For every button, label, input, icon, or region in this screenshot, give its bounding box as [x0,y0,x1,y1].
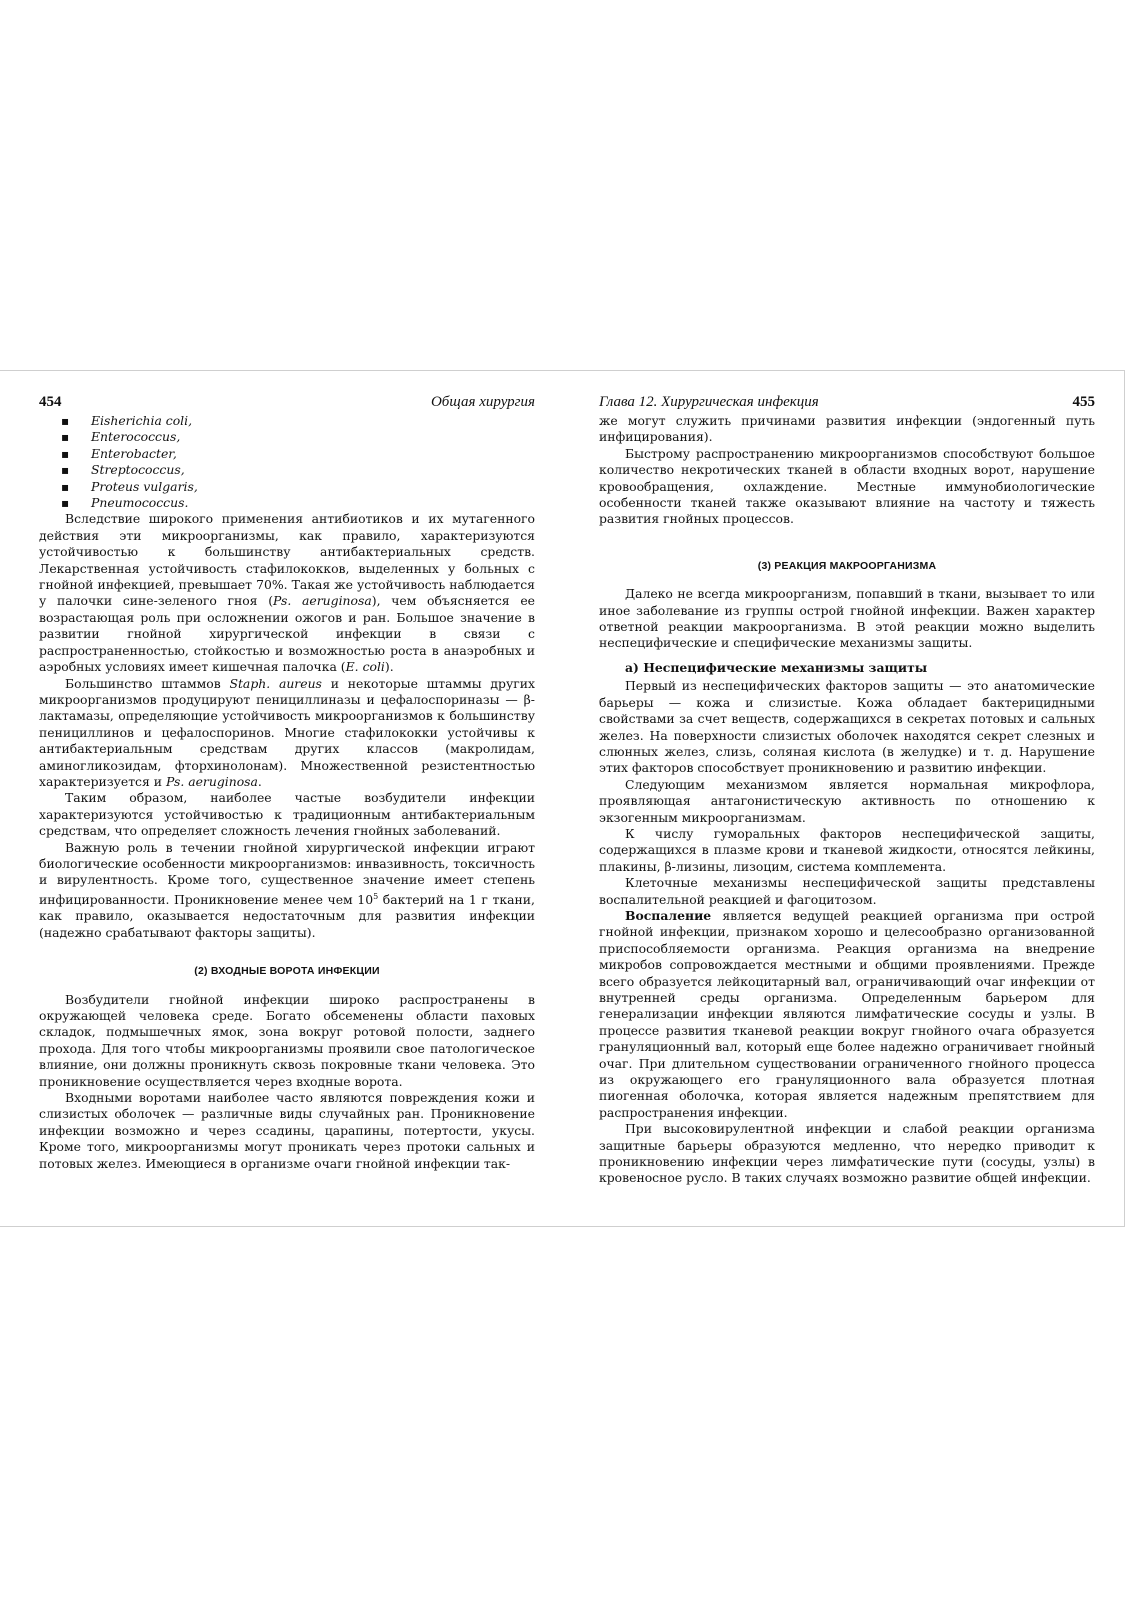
paragraph: Следующим механизмом является нормальная микрофлора, проявляющая антагонистическую активность по отношению к экзогенным микроорганизмам. [599,776,1095,825]
paragraph: Далеко не всегда микроорганизм, попавший в ткани, вызывает то или иное заболевание из группы острой гнойной инфекции. Важен характер ответной реакции макроорганизма. В этой реакции можно выделить неспецифические и специфические механизмы защиты. [599,586,1095,651]
left-page-body [39,413,535,1172]
paragraph: же могут служить причинами развития инфекции (эндогенный путь инфицирования). [599,413,1095,445]
list-item: ▪ Pneumococcus. [61,495,535,511]
page-number: 454 [39,394,62,410]
subheading: а) Неспецифические механизмы защиты [625,659,928,675]
list-item: ▪ Streptococcus, [61,462,535,478]
paragraph: Вследствие широкого применения антибиотиков и их мутагенного действия эти микроорганизмы, как правило, характеризуются устойчивостью к большинству антибактериальных средств. Лекарственная устойчивость стафилококков, выделенных у больных с гнойной инфекцией, превышает 70%. Такая же устойчивость наблюдается у палочки сине-зеленого гноя (Ps. aeruginosa), чем объясняется ее возрастающая роль при осложнении ожогов и ран. Большое значение в развитии гнойной хирургической инфекции в связи с распространенностью, стойкостью и возможностью роста в анаэробных и аэробных условиях имеет кишечная палочка (E. coli). [39,511,535,675]
paragraph: Быстрому распространению микроорганизмов способствуют большое количество некротических тканей в области входных ворот, нарушение кровообращения, охлаждение. Местные иммунобиологические особенности тканей также оказывают влияние на частоту и тяжесть развития гнойных процессов. [599,445,1095,527]
paragraph: Клеточные механизмы неспецифической защиты представлены воспалительной реакцией и фагоцитозом. [599,875,1095,907]
book-spread [0,370,1125,1227]
right-page-body [599,413,1095,1187]
right-page [599,391,1095,1187]
paragraph: Воспаление является ведущей реакцией организма при острой гнойной инфекции, признаком хорошо и целесообразно организованной приспособляемости организма. Реакция организма на внедрение микробов сопровождается местными и общими проявлениями. Прежде всего образуется лейкоцитарный вал, ограничивающий очаг инфекции от внутренней среды организма. Определенным барьером для генерализации инфекции являются лимфатические сосуды и узлы. В процессе развития тканевой реакции вокруг гнойного очага образуется грануляционный вал, который еще более надежно ограничивает гнойный очаг. При длительном существовании ограниченного гнойного процесса из окружающего его грануляционного вала образуется плотная пиогенная оболочка, которая является надежным препятствием для распространения инфекции. [599,907,1095,1120]
list-item: ▪ Proteus vulgaris, [61,479,535,495]
bold-term: Воспаление [625,907,712,923]
left-page-header [39,391,535,413]
paragraph: К числу гуморальных факторов неспецифической защиты, содержащихся в плазме крови и тканевой жидкости, относятся лейкины, плакины, β-лизины, лизоцим, система комплемента. [599,825,1095,874]
left-page [39,391,535,1172]
paragraph: Важную роль в течении гнойной хирургической инфекции играют биологические особенности микроорганизмов: инвазивность, токсичность и вирулентность. Кроме того, существенное значение имеет степень инфицированности. Проникновение менее чем $10^5$ бактерий на 1 г ткани, как правило, оказывается недостаточным для развития инфекции (надежно срабатывают факторы защиты). [39,839,535,940]
paragraph: Входными воротами наиболее часто являются повреждения кожи и слизистых оболочек — различные виды случайных ран. Проникновение инфекции возможно и через ссадины, царапины, потертости, укусы. Кроме того, микроорганизмы могут проникать через протоки сальных и потовых желез. Имеющиеся в организме очаги гнойной инфекции так- [39,1089,535,1171]
paragraph: Возбудители гнойной инфекции широко распространены в окружающей человека среде. Богато обсеменены области паховых складок, подмышечных ямок, зона вокруг ротовой полости, заднего прохода. Для того чтобы микроорганизмы проявили свое патологическое влияние, они должны проникнуть сквозь покровные ткани человека. Это проникновение осуществляется через входные ворота. [39,991,535,1089]
paragraph: Большинство штаммов Staph. aureus и некоторые штаммы других микроорганизмов продуцируют пенициллиназы и цефалоспориназы — β-лактамазы, определяющие устойчивость микроорганизмов к большинству пенициллинов и цефалоспоринов. Многие стафилококки устойчивы к антибактериальным средствам других классов (макролидам, аминогликозидам, фторхинолонам). Множественной резистентностью характеризуется и Ps. aeruginosa. [39,675,535,789]
paragraph: Таким образом, наиболее частые возбудители инфекции характеризуются устойчивостью к традиционным антибактериальным средствам, что определяет сложность лечения гнойных заболеваний. [39,790,535,839]
page-number: 455 [1072,394,1095,410]
right-page-header [599,391,1095,413]
section-heading: (3) РЕАКЦИЯ МАКРООРГАНИЗМА [757,559,937,572]
paragraph: Первый из неспецифических факторов защиты — это анатомические барьеры — кожа и слизистые. Кожа обладает бактерицидными свойствами за счет веществ, содержащихся в секретах потовых и сальных желез. На поверхности слизистых оболочек находятся секрет слезных и слюнных желез, слизь, соляная кислота (в желудке) и т. д. Нарушение этих факторов способствует проникновению и развитию инфекции. [599,678,1095,776]
list-item: ▪ Enterobacter, [61,446,535,462]
running-head: Глава 12. Хирургическая инфекция [599,394,819,410]
paragraph: При высоковирулентной инфекции и слабой реакции организма защитные барьеры образуются медленно, что нередко приводит к проникновению инфекции через лимфатические пути (сосуды, узлы) в кровеносное русло. В таких случаях возможно развитие общей инфекции. [599,1121,1095,1186]
section-heading: (2) ВХОДНЫЕ ВОРОТА ИНФЕКЦИИ [194,965,380,978]
running-head: Общая хирургия [430,394,535,410]
organism-list [39,413,535,511]
list-item: ▪ Enterococcus, [61,429,535,445]
list-item: ▪ Eisherichia coli, [61,413,535,429]
